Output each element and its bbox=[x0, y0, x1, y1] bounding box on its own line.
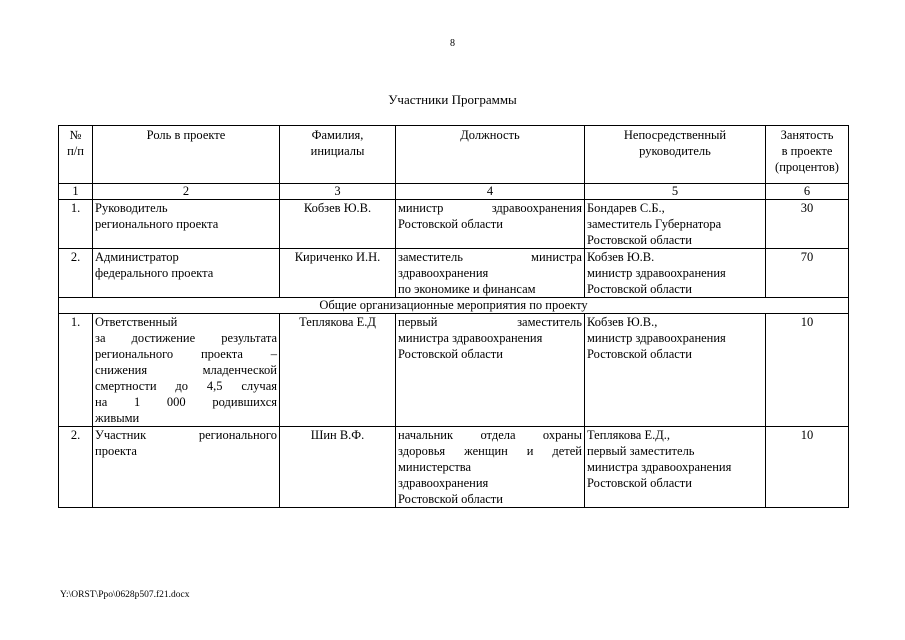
role-cell: Ответственный за достижение результата регионального проекта – снижения младенческой смертности до 4,5 случая на 1 000 родившихся живыми bbox=[93, 314, 280, 427]
table-row bbox=[59, 427, 849, 508]
column-number-row bbox=[59, 184, 849, 200]
header-supervisor: Непосредственный руководитель bbox=[585, 126, 766, 184]
header-employment: Занятость в проекте (процентов) bbox=[766, 126, 849, 184]
row-number: 1. bbox=[59, 314, 93, 427]
table-row bbox=[59, 314, 849, 427]
name-cell: Теплякова Е.Д bbox=[280, 314, 396, 427]
role-cell: Участник регионального проекта bbox=[93, 427, 280, 508]
position-cell: первый заместитель министра здравоохранения Ростовской области bbox=[396, 314, 585, 427]
document-title: Участники Программы bbox=[388, 92, 517, 107]
role-cell: Руководитель регионального проекта bbox=[93, 200, 280, 249]
column-number: 3 bbox=[280, 184, 396, 200]
employment-cell: 30 bbox=[766, 200, 849, 249]
name-cell: Кириченко И.Н. bbox=[280, 249, 396, 298]
header-number: № п/п bbox=[59, 126, 93, 184]
row-number: 2. bbox=[59, 249, 93, 298]
page-number: 8 bbox=[450, 38, 455, 49]
name-cell: Шин В.Ф. bbox=[280, 427, 396, 508]
table-row bbox=[59, 249, 849, 298]
employment-cell: 70 bbox=[766, 249, 849, 298]
position-cell: начальник отдела охраны здоровья женщин и детей министерства здравоохранения Ростовской области bbox=[396, 427, 585, 508]
column-number: 5 bbox=[585, 184, 766, 200]
header-role: Роль в проекте bbox=[93, 126, 280, 184]
column-number: 1 bbox=[59, 184, 93, 200]
participants-table bbox=[58, 125, 849, 508]
header-position: Должность bbox=[396, 126, 585, 184]
header-name: Фамилия, инициалы bbox=[280, 126, 396, 184]
employment-cell: 10 bbox=[766, 314, 849, 427]
position-cell: заместитель министра здравоохранения по экономике и финансам bbox=[396, 249, 585, 298]
section-title: Общие организационные мероприятия по проекту bbox=[59, 298, 849, 314]
supervisor-cell: Кобзев Ю.В. министр здравоохранения Ростовской области bbox=[585, 249, 766, 298]
supervisor-cell: Теплякова Е.Д., первый заместитель министра здравоохранения Ростовской области bbox=[585, 427, 766, 508]
table-header-row bbox=[59, 126, 849, 184]
table-row bbox=[59, 200, 849, 249]
name-cell: Кобзев Ю.В. bbox=[280, 200, 396, 249]
column-number: 2 bbox=[93, 184, 280, 200]
row-number: 1. bbox=[59, 200, 93, 249]
employment-cell: 10 bbox=[766, 427, 849, 508]
footer-file-path: Y:\ORST\Ppo\0628p507.f21.docx bbox=[60, 590, 190, 600]
supervisor-cell: Бондарев С.Б., заместитель Губернатора Ростовской области bbox=[585, 200, 766, 249]
column-number: 4 bbox=[396, 184, 585, 200]
supervisor-cell: Кобзев Ю.В., министр здравоохранения Ростовской области bbox=[585, 314, 766, 427]
row-number: 2. bbox=[59, 427, 93, 508]
role-cell: Администратор федерального проекта bbox=[93, 249, 280, 298]
column-number: 6 bbox=[766, 184, 849, 200]
section-row bbox=[59, 298, 849, 314]
position-cell: министр здравоохранения Ростовской области bbox=[396, 200, 585, 249]
